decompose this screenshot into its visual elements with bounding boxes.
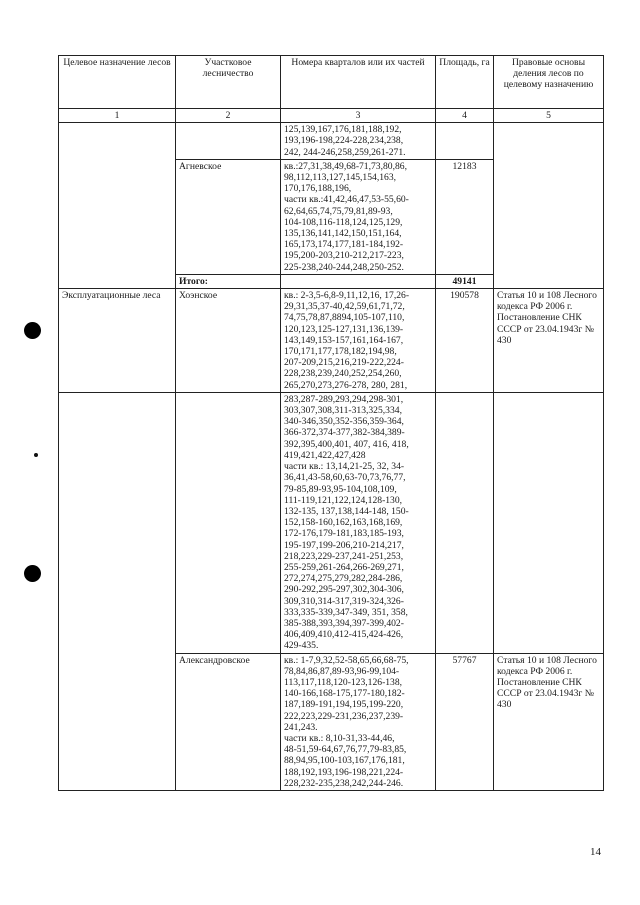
quarters-cell: кв.: 1-7,9,32,52-58,65,66,68-75, 78,84,86,87,89-93,96-99,104- 113,117,118,120-123,126-138, 140-166,168-175,177-180,182- 187,189-191,194,195,199-220, 222,223,229-231,236,237,239- 241,243. части кв.: 8,10-31,33-44,46, 48-51,59-64,67,76,77,79-83,85, 88,94,95,100-103,167,176,181, 188,192,193,196-198,221,224- 228,232-235,238,242,244-246.: [281, 653, 436, 790]
page-number: 14: [590, 846, 601, 858]
district-cell: Александровское: [176, 653, 281, 790]
quarters-cell: кв.: 2-3,5-6,8-9,11,12,16, 17,26- 29,31,35,37-40,42,59,61,71,72, 74,75,78,87,8894,105-107,110, 120,123,125-127,131,136,139- 143,149,153-157,161,164-167, 170,171,177,178,182,194,98, 207-209,215,216,219-222,224- 228,238,239,240,252,254,260, 265,270,273,276-278, 280, 281,: [281, 289, 436, 393]
district-cell-empty: [176, 392, 281, 653]
punch-hole-mark: [24, 322, 41, 339]
total-area: 49141: [436, 274, 494, 288]
column-number: 1: [59, 109, 176, 123]
forest-purpose-table: [58, 55, 604, 791]
header-area: Площадь, га: [436, 56, 494, 109]
table-row: [59, 123, 604, 160]
purpose-cell-empty: [59, 123, 176, 289]
punch-hole-mark: [24, 565, 41, 582]
area-cell-empty: [436, 123, 494, 160]
basis-law: Статья 10 и 108 Лесного кодекса РФ 2006 г.: [497, 654, 597, 677]
basis-cell: [494, 653, 604, 790]
column-number: 2: [176, 109, 281, 123]
table-header-row: [59, 56, 604, 109]
total-label: Итого:: [176, 274, 281, 288]
basis-decree: Постановление СНК СССР от 23.04.1943г № 430: [497, 676, 594, 711]
quarters-cell: 125,139,167,176,181,188,192, 193,196-198,224-228,234,238, 242, 244-246,258,259,261-271.: [281, 123, 436, 160]
purpose-cell: Эксплуатационные леса: [59, 289, 176, 393]
header-quarters: Номера кварталов или их частей: [281, 56, 436, 109]
column-number: 4: [436, 109, 494, 123]
district-cell-empty: [176, 123, 281, 160]
area-cell: 190578: [436, 289, 494, 393]
quarters-cell: кв.:27,31,38,49,68-71,73,80,86, 98,112,113,127,145,154,163, 170,176,188,196, части кв.:41,42,46,47,53-55,60- 62,64,65,74,75,79,81,89-93, 104-108,116-118,124,125,129, 135,136,141,142,150,151,164, 165,173,174,177,181-184,192- 195,200-203,210-212,217-223, 225-238,240-244,248,250-252.: [281, 159, 436, 274]
purpose-cell-empty: [59, 392, 176, 790]
basis-law: Статья 10 и 108 Лесного кодекса РФ 2006 г.: [497, 290, 597, 313]
district-cell: Агневское: [176, 159, 281, 274]
quarters-cell: 283,287-289,293,294,298-301, 303,307,308,311-313,325,334, 340-346,350,352-356,359-364, 366-372,374-377,382-384,389- 392,395,400,401, 407, 416, 418, 419,421,422,427,428 части кв.: 13,14,21-25, 32, 34- 36,41,43-58,60,63-70,73,76,77, 79-85,89-93,95-104,108,109, 111-119,121,122,124,128-130, 132-135, 137,138,144-148, 150- 152,158-160,162,163,168,169, 172-176,179-181,183,185-193, 195-197,199-206,210-214,217, 218,223,229-237,241-251,253, 255-259,261-264,266-269,271, 272,274,275,279,282,284-286, 290-292,295-297,302,304-306, 309,310,314-317,319-324,326- 333,335-339,347-349, 351, 358, 385-388,393,394,397-399,402- 406,409,410,412-415,424-426, 429-435.: [281, 392, 436, 653]
column-number: 5: [494, 109, 604, 123]
header-legal-basis: Правовые основы деления лесов по целевому назначению: [494, 56, 604, 109]
column-number: 3: [281, 109, 436, 123]
table-row: [59, 392, 604, 653]
header-district: Участковое лесничество: [176, 56, 281, 109]
area-cell-empty: [436, 392, 494, 653]
basis-cell: [494, 289, 604, 393]
scan-dot-mark: [34, 453, 38, 457]
table-row: [59, 289, 604, 393]
district-cell: Хоэнское: [176, 289, 281, 393]
basis-cell-empty: [494, 392, 604, 653]
basis-decree: Постановление СНК СССР от 23.04.1943г № 430: [497, 312, 594, 346]
quarters-cell-empty: [281, 274, 436, 288]
column-number-row: [59, 109, 604, 123]
area-cell: 57767: [436, 653, 494, 790]
area-cell: 12183: [436, 159, 494, 274]
header-purpose: Целевое назначение лесов: [59, 56, 176, 109]
basis-cell-empty: [494, 123, 604, 289]
